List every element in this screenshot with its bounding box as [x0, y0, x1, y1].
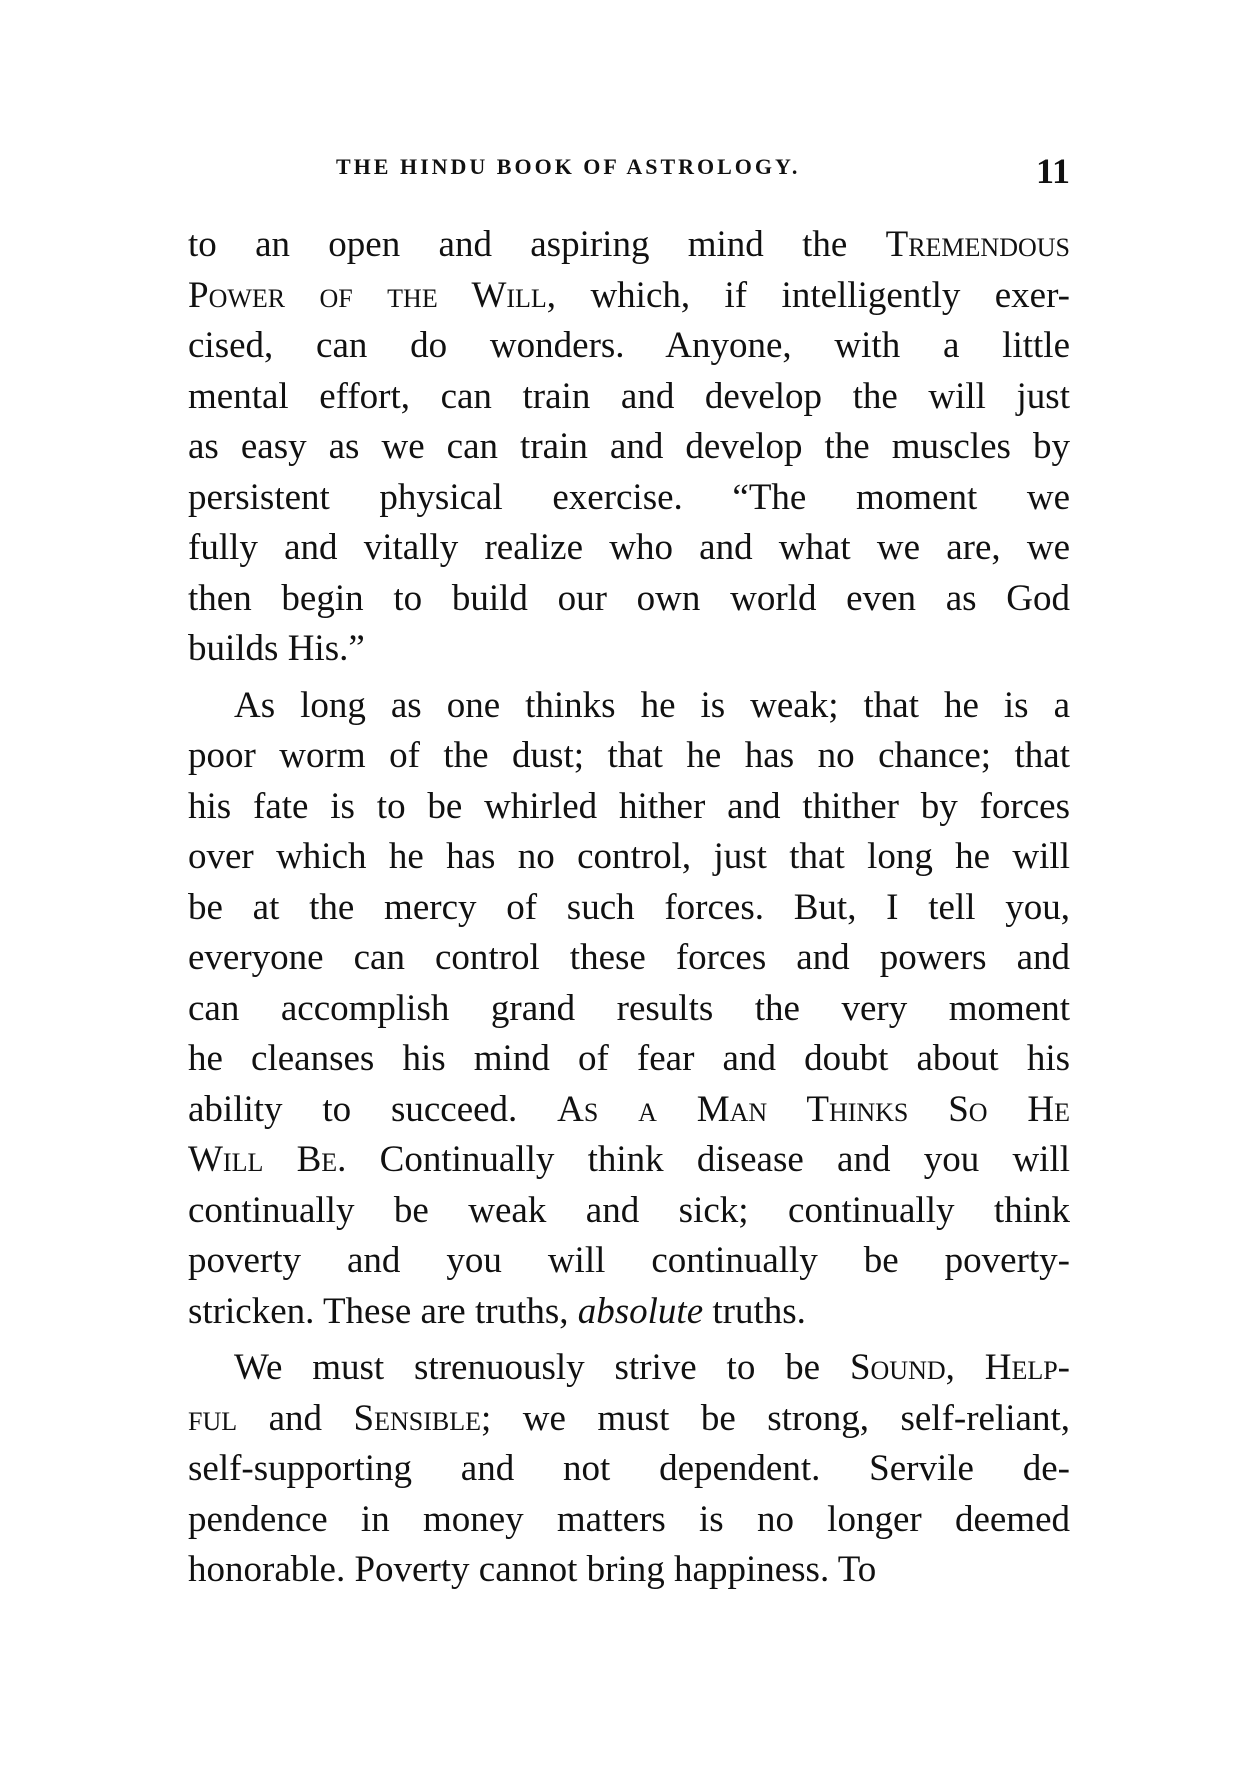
text-line	[188, 933, 1070, 984]
small-caps-run: Power of the Will	[188, 274, 547, 316]
text-line	[188, 1186, 1070, 1237]
small-caps-run: Tremendous	[885, 224, 1070, 265]
small-caps-run: Sound	[849, 1347, 946, 1388]
page-number: 11	[1035, 151, 1070, 191]
text-run: persistent physical exercise. “The moment we	[188, 476, 1070, 518]
text-run: pendence in money matters is no longer deemed	[188, 1498, 1070, 1540]
body-text	[188, 220, 1070, 1596]
text-run: over which he has no control, just that long he will	[188, 836, 1070, 877]
text-run: everyone can control these forces and powers and	[188, 937, 1070, 978]
text-run: As long as one thinks he is weak; that he is a	[234, 684, 1070, 726]
text-line	[188, 321, 1070, 372]
text-line	[188, 1085, 1070, 1136]
text-line	[188, 422, 1070, 473]
small-caps-run: Help-	[984, 1347, 1070, 1388]
text-line	[188, 473, 1070, 524]
text-run: We must strenuously strive to be	[234, 1347, 850, 1388]
text-line	[188, 984, 1070, 1035]
text-run: mental effort, can train and develop the will just	[188, 375, 1070, 417]
text-line	[188, 271, 1070, 322]
text-line	[188, 1495, 1070, 1546]
text-line	[188, 1444, 1070, 1495]
text-run: he cleanses his mind of fear and doubt about his	[188, 1038, 1070, 1079]
text-run: ; we must be strong, self-reliant,	[481, 1397, 1070, 1439]
paragraph	[188, 1343, 1070, 1596]
small-caps-run: Will Be	[188, 1139, 338, 1180]
text-line	[188, 1394, 1070, 1445]
text-line	[188, 624, 1070, 675]
text-run: to an open and aspiring mind the	[188, 224, 886, 265]
text-run: fully and vitally realize who and what we are, we	[188, 527, 1070, 568]
text-run: stricken. These are truths,	[188, 1290, 578, 1332]
text-line	[188, 883, 1070, 934]
text-line	[188, 1034, 1070, 1085]
small-caps-run: As a Man Thinks So He	[557, 1088, 1070, 1130]
text-run: self-supporting and not dependent. Servile de-	[188, 1448, 1070, 1489]
text-run: honorable. Poverty cannot bring happiness. To	[188, 1549, 877, 1590]
running-title: THE HINDU BOOK OF ASTROLOGY.	[336, 154, 801, 179]
running-head	[188, 150, 1070, 190]
text-line	[188, 1236, 1070, 1287]
text-run: as easy as we can train and develop the muscles by	[188, 426, 1070, 467]
paragraph	[188, 681, 1070, 1338]
text-run: and	[237, 1397, 354, 1439]
text-run: then begin to build our own world even as God	[188, 577, 1070, 619]
text-run: poverty and you will continually be poverty-	[188, 1240, 1070, 1281]
text-line	[188, 574, 1070, 625]
text-run: . Continually think disease and you will	[337, 1139, 1070, 1180]
text-run: continually be weak and sick; continually think	[188, 1189, 1070, 1231]
text-run: can accomplish grand results the very moment	[188, 987, 1070, 1029]
text-line	[188, 523, 1070, 574]
text-run: poor worm of the dust; that he has no chance; that	[188, 735, 1070, 776]
text-run: be at the mercy of such forces. But, I tell you,	[188, 886, 1070, 928]
text-line	[188, 731, 1070, 782]
text-run: builds His.”	[188, 628, 365, 669]
text-line	[188, 832, 1070, 883]
text-line	[188, 220, 1070, 271]
small-caps-run: ful	[188, 1397, 238, 1439]
text-line	[188, 1545, 1070, 1596]
small-caps-run: Sensible	[353, 1397, 481, 1439]
text-run: , which, if intelligently exer-	[546, 274, 1070, 316]
text-line	[188, 782, 1070, 833]
text-line	[188, 681, 1070, 732]
text-run: his fate is to be whirled hither and thither by forces	[188, 785, 1070, 827]
text-run: ability to succeed.	[188, 1088, 558, 1130]
italic-run: absolute	[577, 1290, 704, 1332]
text-run: cised, can do wonders. Anyone, with a little	[188, 325, 1070, 366]
text-run: ,	[945, 1347, 985, 1388]
paragraph	[188, 220, 1070, 675]
text-line	[188, 1135, 1070, 1186]
text-line	[188, 1343, 1070, 1394]
text-line	[188, 372, 1070, 423]
text-run: truths.	[703, 1290, 806, 1332]
text-line	[188, 1287, 1070, 1338]
